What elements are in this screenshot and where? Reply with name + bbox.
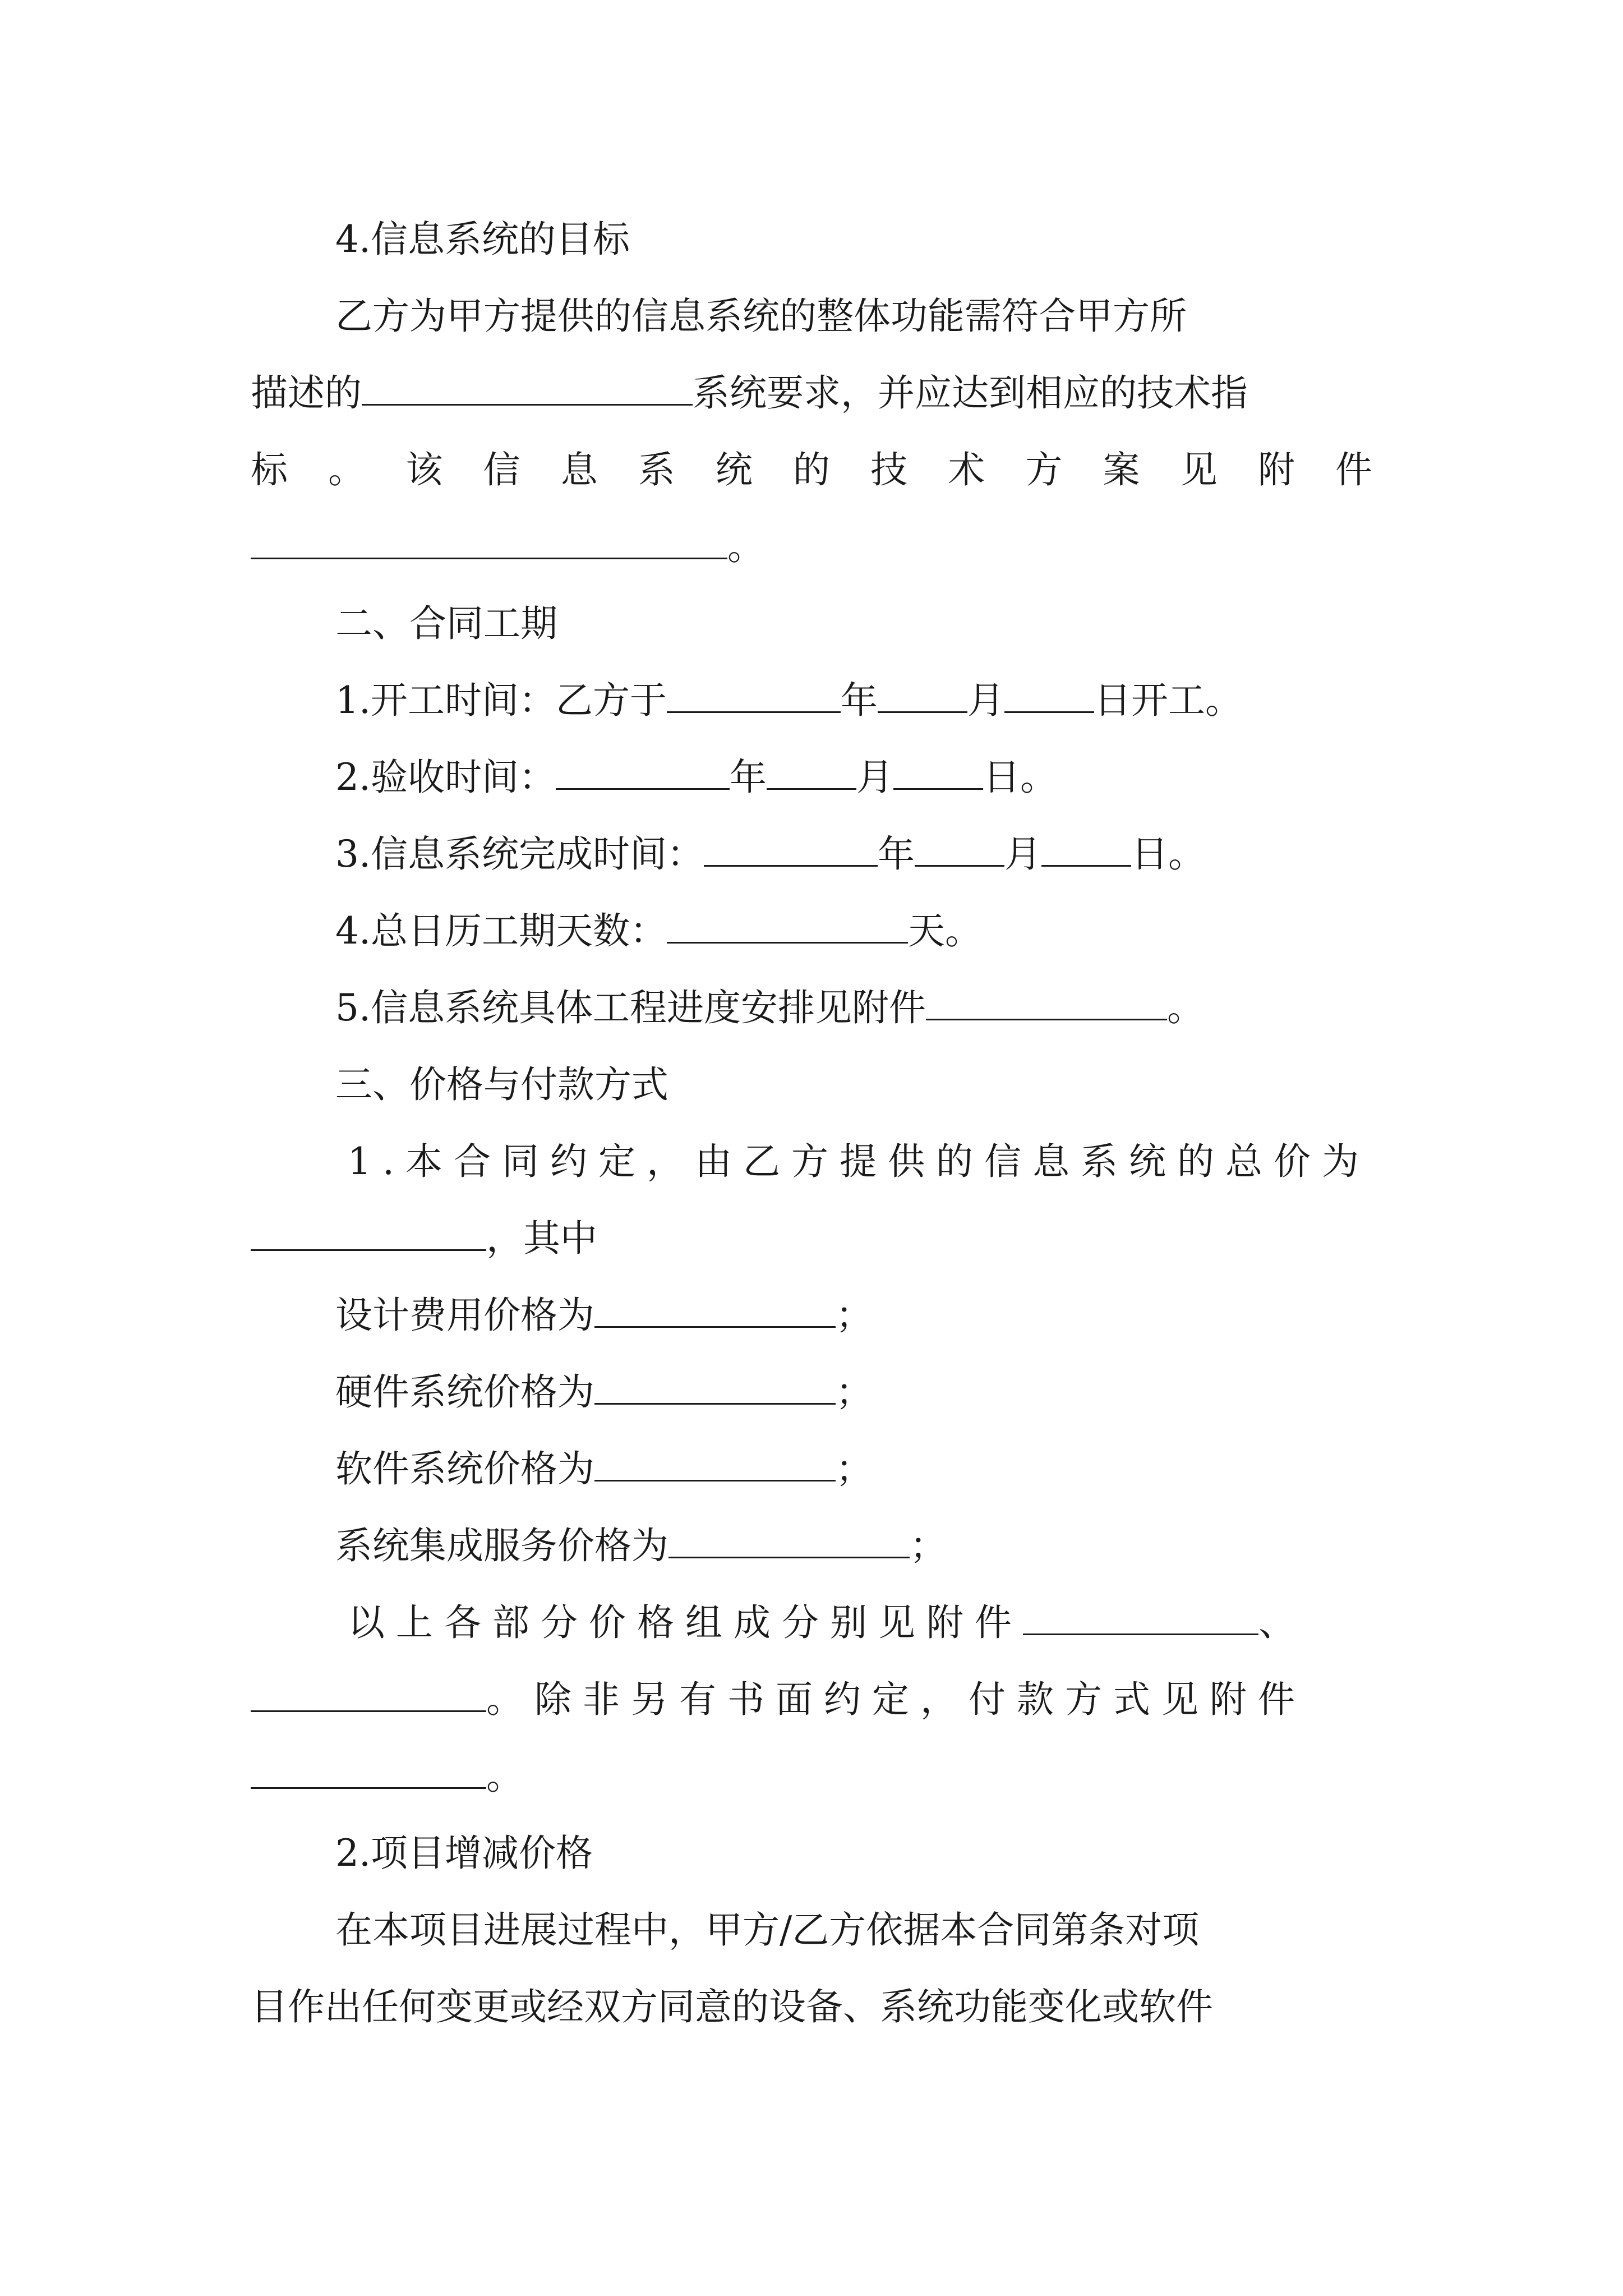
paragraph-line <box>348 1584 1372 1661</box>
price-item-integration <box>335 1507 1372 1584</box>
fill-blank[interactable] <box>362 372 693 406</box>
price-item-software <box>335 1430 1372 1507</box>
paragraph-line <box>335 1892 1372 1968</box>
paragraph-text: 。除非另有书面约定，付款方式见附件 <box>486 1678 1306 1721</box>
item-text: ； <box>910 1524 947 1567</box>
list-item-schedule <box>335 969 1372 1046</box>
fill-blank-price[interactable] <box>668 1525 910 1558</box>
paragraph-line <box>335 278 1372 355</box>
item-text: 年 <box>840 679 878 722</box>
char: 的 <box>792 448 830 491</box>
paragraph-text: 。 <box>727 525 764 568</box>
paragraph-line-justified <box>251 431 1372 508</box>
fill-blank-price[interactable] <box>594 1295 836 1328</box>
paragraph-line <box>251 1661 1372 1738</box>
heading-text: 二、合同工期 <box>335 602 557 645</box>
paragraph-line <box>251 1200 1372 1277</box>
fill-blank-annex[interactable] <box>251 1756 486 1789</box>
item-text: 软件系统价格为 <box>335 1447 594 1490</box>
price-item-design <box>335 1277 1372 1354</box>
item-text: 。 <box>1166 986 1204 1029</box>
fill-blank-year[interactable] <box>556 757 730 790</box>
item-text: 1.开工时间：乙方于 <box>335 679 667 722</box>
char: 案 <box>1103 448 1140 491</box>
paragraph-text: 系统要求，并应达到相应的技术指 <box>693 371 1248 415</box>
fill-blank[interactable] <box>251 526 727 559</box>
item-text: 3.信息系统完成时间： <box>335 832 704 876</box>
fill-blank-month[interactable] <box>767 757 856 790</box>
heading-text: 2.项目增减价格 <box>335 1832 593 1875</box>
fill-blank-price[interactable] <box>594 1448 836 1481</box>
char: 标 <box>251 448 288 491</box>
item-text: 日。 <box>983 756 1057 799</box>
list-item-total-days <box>335 892 1372 969</box>
fill-blank-price[interactable] <box>594 1372 836 1405</box>
item-text: 5.信息系统具体工程进度安排见附件 <box>335 986 926 1029</box>
item-text: 月 <box>967 679 1004 722</box>
item-text: 4.总日历工期天数： <box>335 909 667 953</box>
char: 统 <box>715 448 753 491</box>
item-text: 日开工。 <box>1094 679 1242 722</box>
list-item-acceptance-date <box>335 739 1372 816</box>
char: 信 <box>483 448 520 491</box>
item-text: ； <box>836 1294 873 1337</box>
heading-text: 三、价格与付款方式 <box>335 1063 668 1106</box>
justified-characters <box>251 431 1372 508</box>
paragraph-text: 描述的 <box>251 371 362 415</box>
section-heading-contract-period <box>335 585 1372 662</box>
char: 见 <box>1180 448 1218 491</box>
fill-blank-day[interactable] <box>1041 834 1131 867</box>
section-heading-price-adjustment <box>335 1815 1372 1892</box>
section-heading-price-payment <box>335 1046 1372 1123</box>
paragraph-text: 。 <box>486 1755 523 1798</box>
char: 系 <box>638 448 675 491</box>
char: 术 <box>948 448 985 491</box>
char: 技 <box>870 448 908 491</box>
paragraph-line <box>251 1968 1372 2045</box>
paragraph-text: 乙方为甲方提供的信息系统的整体功能需符合甲方所 <box>335 295 1187 338</box>
paragraph-line <box>251 508 1372 585</box>
paragraph-line <box>251 1738 1372 1815</box>
fill-blank-total-price[interactable] <box>251 1218 486 1251</box>
char: 附 <box>1257 448 1295 491</box>
fill-blank-day[interactable] <box>893 757 983 790</box>
fill-blank-annex[interactable] <box>251 1679 486 1712</box>
paragraph-text: 以上各部分价格组成分别见附件 <box>348 1601 1023 1644</box>
item-text: 2.验收时间： <box>335 756 556 799</box>
item-text: 系统集成服务价格为 <box>335 1524 668 1567</box>
paragraph-text: 1.本合同约定，由乙方提供的信息系统的总价为 <box>348 1140 1370 1183</box>
section-heading-system-goal <box>335 201 1372 278</box>
fill-blank-day[interactable] <box>1004 680 1094 713</box>
item-text: 月 <box>1004 832 1041 876</box>
paragraph-text: 、 <box>1258 1601 1307 1644</box>
fill-blank-annex[interactable] <box>926 987 1167 1020</box>
fill-blank-year[interactable] <box>704 834 878 867</box>
item-text: 日。 <box>1131 832 1205 876</box>
item-text: 年 <box>729 756 767 799</box>
item-text: ； <box>836 1370 873 1414</box>
char: 息 <box>560 448 598 491</box>
paragraph-line <box>348 1123 1372 1200</box>
char: 。 <box>328 448 366 491</box>
paragraph-text: 目作出任何变更或经双方同意的设备、系统功能变化或软件 <box>251 1985 1213 2028</box>
price-item-hardware <box>335 1354 1372 1430</box>
item-text: ； <box>836 1447 873 1490</box>
char: 该 <box>405 448 443 491</box>
fill-blank-month[interactable] <box>915 834 1004 867</box>
item-text: 设计费用价格为 <box>335 1294 594 1337</box>
char: 件 <box>1335 448 1372 491</box>
item-text: 月 <box>856 756 893 799</box>
item-text: 年 <box>877 832 915 876</box>
fill-blank-days[interactable] <box>667 910 908 944</box>
item-text: 天。 <box>907 909 982 953</box>
paragraph-text: 在本项目进展过程中，甲方/乙方依据本合同第条对项 <box>335 1908 1200 1952</box>
heading-text: 4.信息系统的目标 <box>335 218 630 261</box>
paragraph-line <box>251 355 1372 431</box>
fill-blank-year[interactable] <box>667 680 841 713</box>
item-text: 硬件系统价格为 <box>335 1370 594 1414</box>
list-item-start-date <box>335 662 1372 739</box>
char: 方 <box>1025 448 1063 491</box>
fill-blank-month[interactable] <box>878 680 967 713</box>
paragraph-text: ，其中 <box>486 1217 597 1260</box>
fill-blank-annex[interactable] <box>1023 1602 1258 1635</box>
list-item-completion-date <box>335 816 1372 892</box>
